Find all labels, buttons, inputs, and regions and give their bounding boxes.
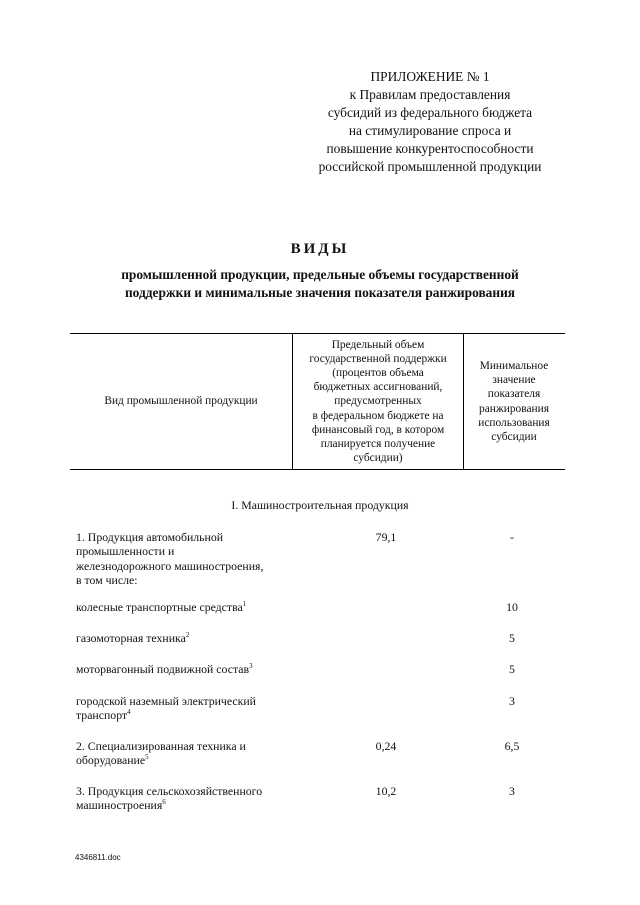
product-name-line: колесные транспортные средства$^1$ xyxy=(76,600,247,614)
table-header xyxy=(70,333,565,470)
header-line: субсидии xyxy=(491,430,537,443)
support-volume-value: 79,1 xyxy=(375,530,397,544)
support-volume-value: 0,24 xyxy=(375,739,397,753)
footnote-ref: 5 xyxy=(145,753,149,762)
product-name-line: оборудование$^5$ xyxy=(76,753,149,768)
footnote-ref: 4 xyxy=(127,708,131,717)
header-line: финансовый год, в котором xyxy=(311,423,445,436)
min-ranking-value: 5 xyxy=(509,662,515,676)
subtitle-line: промышленной продукции, предельные объемы государственной xyxy=(121,267,519,282)
product-name-line: газомоторная техника$^2$ xyxy=(76,631,190,645)
min-ranking-value: 10 xyxy=(506,600,518,614)
subtitle-line: поддержки и минимальные значения показателя ранжирования xyxy=(124,285,516,300)
header-line: в федеральном бюджете на xyxy=(312,409,444,422)
product-name-line: транспорт$^4$ xyxy=(76,708,131,723)
product-name-line: машиностроения$^6$ xyxy=(76,798,166,813)
product-name-line: железнодорожного машиностроения, xyxy=(76,558,264,573)
header-line: ранжирования xyxy=(479,402,549,415)
header-line: значение xyxy=(492,374,536,387)
product-name xyxy=(76,530,306,588)
header-line: показателя xyxy=(487,388,541,401)
footnote-ref: 3 xyxy=(249,662,253,671)
product-name-line: моторвагонный подвижной состав$^3$ xyxy=(76,662,253,676)
product-name xyxy=(76,631,306,645)
product-name-line: в том числе: xyxy=(76,573,138,588)
product-name xyxy=(76,662,306,676)
product-name-line: городской наземный электрический xyxy=(76,694,256,708)
header-line: государственной поддержки xyxy=(309,352,447,365)
footnote-ref: 2 xyxy=(185,631,190,640)
header-line: Минимальное xyxy=(479,359,549,372)
annex-line: на стимулирование спроса и xyxy=(348,123,512,138)
section-heading: I. Машиностроительная продукция xyxy=(231,498,409,512)
header-line: использования xyxy=(478,416,550,429)
document-title: ВИДЫ xyxy=(290,241,350,257)
min-ranking-value: 3 xyxy=(509,784,515,798)
header-line: планируется получение xyxy=(320,438,436,450)
product-name-line: 1. Продукция автомобильной xyxy=(76,530,224,544)
header-line: предусмотренных xyxy=(334,395,422,408)
header-line: Предельный объем xyxy=(331,338,425,351)
header-support-volume xyxy=(292,334,464,469)
footnote-ref: 6 xyxy=(162,798,166,807)
min-ranking-value: 5 xyxy=(509,631,515,645)
product-name xyxy=(76,784,306,813)
min-ranking-value: 3 xyxy=(509,694,515,708)
document-subtitle xyxy=(60,266,580,302)
product-name-line: 3. Продукция сельскохозяйственного xyxy=(76,784,263,798)
annex-line: повышение конкурентоспособности xyxy=(326,141,534,156)
annex-line: российской промышленной продукции xyxy=(318,159,542,174)
product-name-line: 2. Специализированная техника и xyxy=(76,739,246,753)
product-name xyxy=(76,739,306,768)
min-ranking-value: - xyxy=(510,530,514,544)
header-line: Вид промышленной продукции xyxy=(104,395,258,408)
annex-line: ПРИЛОЖЕНИЕ № 1 xyxy=(370,69,490,84)
header-min-ranking xyxy=(463,334,565,469)
header-product-type xyxy=(70,334,292,469)
footnote-ref: 1 xyxy=(242,600,247,609)
annex-line: субсидий из федерального бюджета xyxy=(327,105,533,120)
annex-line: к Правилам предоставления xyxy=(349,87,511,102)
header-line: бюджетных ассигнований, xyxy=(313,381,443,394)
product-name xyxy=(76,694,306,723)
header-line: субсидии) xyxy=(353,452,403,465)
min-ranking-value: 6,5 xyxy=(504,739,520,753)
file-name-footer: 4346811.doc xyxy=(75,853,121,862)
header-line: (процентов объема xyxy=(332,366,424,379)
product-name xyxy=(76,600,306,614)
product-name-line: промышленности и xyxy=(76,544,175,559)
support-volume-value: 10,2 xyxy=(375,784,397,798)
annex-header xyxy=(290,68,570,176)
